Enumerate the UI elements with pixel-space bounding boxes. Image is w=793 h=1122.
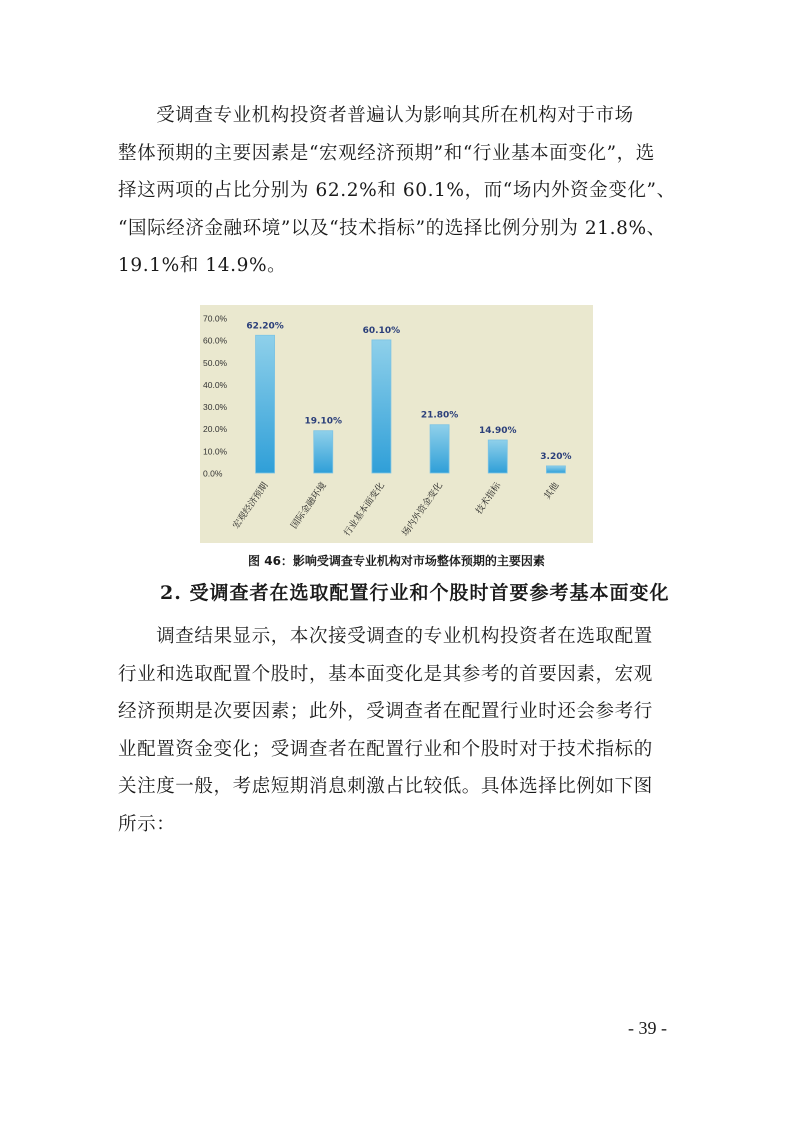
bar <box>546 466 565 473</box>
bar <box>256 335 275 473</box>
y-tick-label: 60.0% <box>203 335 228 346</box>
y-tick-label: 40.0% <box>203 379 228 390</box>
x-tick-label: 行业基本面变化 <box>342 480 387 539</box>
body-line: 经济预期是次要因素；此外，受调查者在配置行业时还会参考行 <box>118 701 653 722</box>
bar <box>430 425 449 473</box>
body-line: 所示： <box>118 813 176 835</box>
body-line: 调查结果显示，本次接受调查的专业机构投资者在选取配置 <box>118 626 653 647</box>
intro-line: 19.1%和 14.9%。 <box>118 255 287 276</box>
section-heading: 2. 受调查者在选取配置行业和个股时首要参考基本面变化 <box>160 582 670 604</box>
page-number: - 39 - <box>628 1018 667 1038</box>
data-label: 14.90% <box>479 426 517 437</box>
chart-svg <box>200 305 593 543</box>
x-tick-label: 技术指标 <box>474 480 504 517</box>
body-line: 行业和选取配置个股时，基本面变化是其参考的首要因素，宏观 <box>118 663 653 685</box>
y-tick-label: 30.0% <box>203 402 228 413</box>
y-tick-label: 70.0% <box>203 313 228 324</box>
data-label: 3.20% <box>540 451 572 462</box>
bar <box>372 340 391 473</box>
x-tick-label: 宏观经济预期 <box>231 480 271 531</box>
y-tick-label: 20.0% <box>203 424 228 435</box>
data-label: 19.10% <box>304 416 342 427</box>
bar <box>314 431 333 473</box>
intro-line: 择这两项的占比分别为 62.2%和 60.1%，而“场内外资金变化”、 <box>118 180 676 201</box>
intro-line: 整体预期的主要因素是“宏观经济预期”和“行业基本面变化”，选 <box>118 142 655 164</box>
intro-line: 受调查专业机构投资者普遍认为影响其所在机构对于市场 <box>118 105 634 126</box>
intro-paragraph <box>118 97 678 285</box>
data-label: 62.20% <box>246 321 284 332</box>
y-tick-label: 50.0% <box>203 357 228 368</box>
bar <box>488 440 507 473</box>
data-label: 21.80% <box>420 410 459 421</box>
x-tick-label: 国际金融环境 <box>289 480 329 531</box>
body-paragraph <box>118 618 678 843</box>
x-tick-label: 其他 <box>542 480 562 502</box>
y-tick-label: 0.0% <box>203 468 223 479</box>
body-line: 关注度一般，考虑短期消息刺激占比较低。具体选择比例如下图 <box>118 776 653 797</box>
intro-line: “国际经济金融环境”以及“技术指标”的选择比例分别为 21.8%、 <box>118 217 666 239</box>
body-line: 业配置资金变化；受调查者在配置行业和个股时对于技术指标的 <box>118 738 653 760</box>
y-tick-label: 10.0% <box>203 446 228 457</box>
x-tick-label: 场内外资金变化 <box>400 480 446 539</box>
bar-chart <box>200 305 593 543</box>
data-label: 60.10% <box>362 325 401 336</box>
figure-caption: 图 46：影响受调查专业机构对市场整体预期的主要因素 <box>248 554 545 568</box>
